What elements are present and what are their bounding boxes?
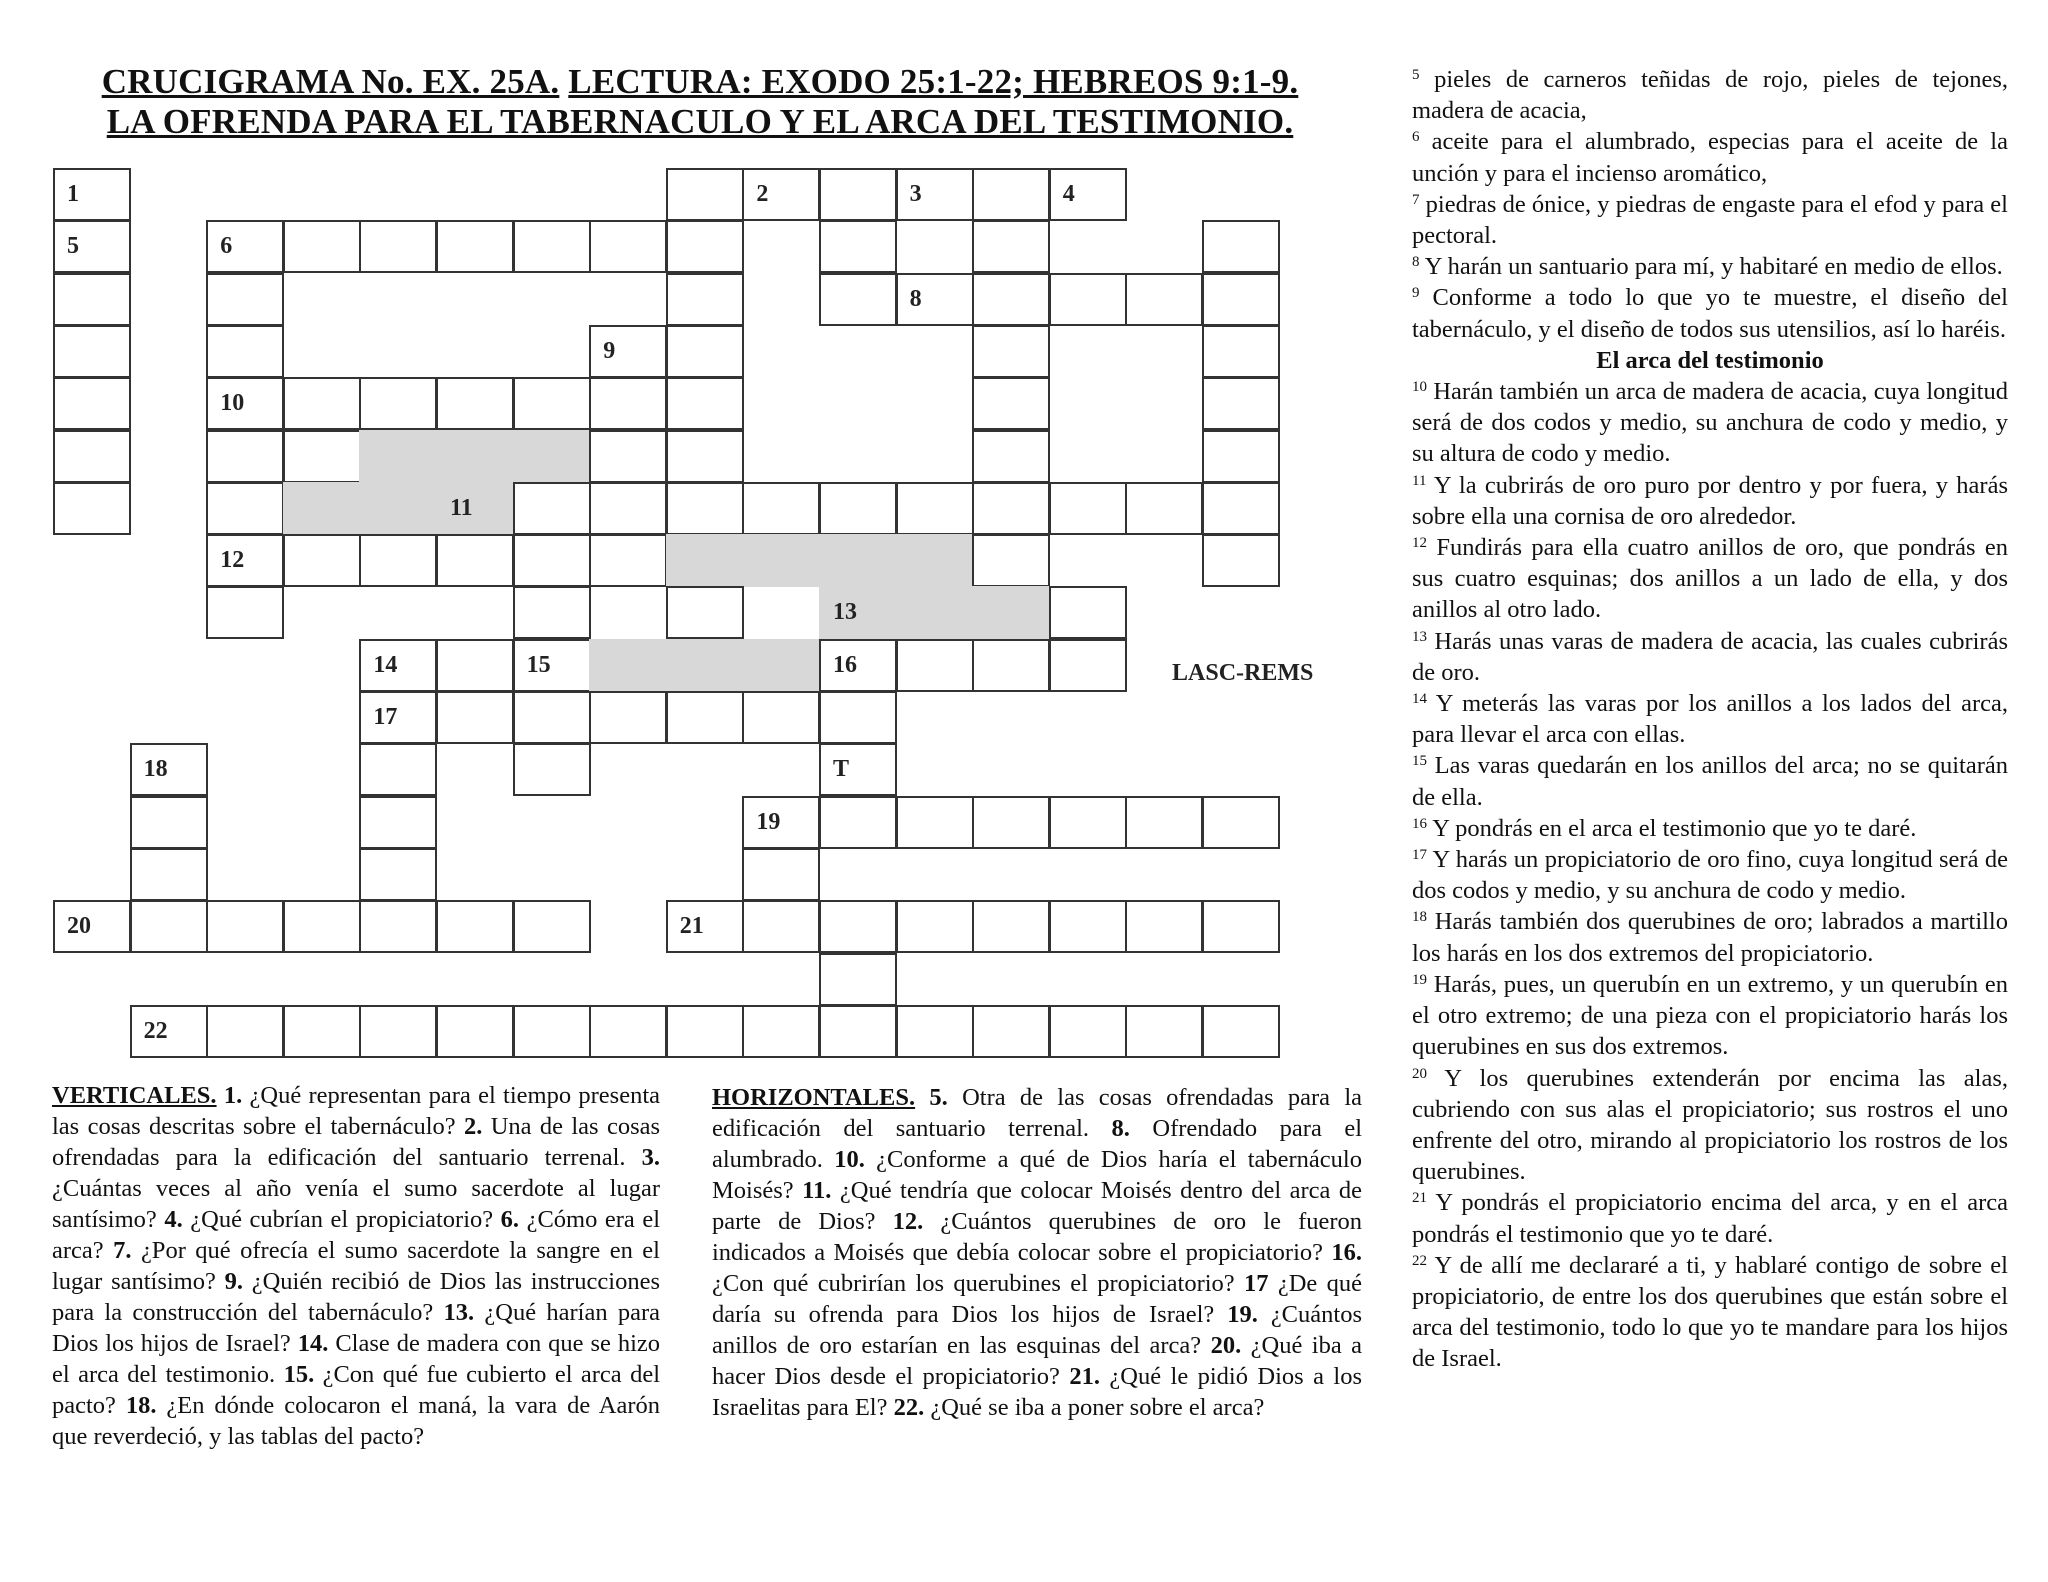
- grid-cell[interactable]: [53, 377, 131, 430]
- grid-cell[interactable]: [896, 639, 974, 692]
- grid-cell[interactable]: [513, 220, 591, 273]
- grid-cell[interactable]: [436, 377, 514, 430]
- clue-number: 20: [67, 913, 91, 940]
- verse-text: aceite para el alumbrado, especias para el aceite de la unción y para el incienso aromático,: [1412, 128, 2008, 187]
- clue-text: Ofrendado para el alumbrado.: [712, 1115, 1363, 1173]
- grid-cell[interactable]: [819, 953, 897, 1006]
- clue-text: ¿Cuántos anillos de oro estarían en las esquinas del arca?: [712, 1301, 1362, 1359]
- grid-cell[interactable]: [436, 220, 514, 273]
- grid-cell[interactable]: [972, 430, 1050, 483]
- verse: [1412, 626, 2008, 688]
- clue-text: ¿Qué le pidió Dios a los Israelitas para El?: [712, 1363, 1363, 1421]
- bible-reading: [1412, 64, 2008, 1375]
- clue-text: ¿De qué daría su ofrenda para Dios los hijos de Israel?: [712, 1270, 1362, 1328]
- verse-text: Harás, pues, un querubín en un extremo, y un querubín en el otro extremo; de una pieza con el propiciatorio harás los querubines en sus dos extremos.: [1412, 970, 2008, 1061]
- verse-text: Y pondrás el propiciatorio encima del arca, y en el arca pondrás el testimonio que yo te daré.: [1412, 1189, 2008, 1248]
- grid-cell[interactable]: [1125, 900, 1203, 953]
- grid-cell[interactable]: [896, 273, 974, 326]
- grid-cell[interactable]: [53, 273, 131, 326]
- verse: [1412, 251, 2008, 282]
- clue-number: 7.: [113, 1237, 132, 1264]
- verse-number: 14: [1412, 691, 1427, 708]
- grid-cell[interactable]: [819, 796, 897, 849]
- verse: [1412, 282, 2008, 344]
- verse: [1412, 688, 2008, 750]
- clue-number: 21: [679, 913, 704, 940]
- grid-cell[interactable]: [359, 796, 437, 849]
- clue-number: 4.: [164, 1206, 183, 1233]
- clue-text: ¿Qué iba a hacer Dios desde el propiciatorio?: [712, 1332, 1363, 1390]
- verse-text: Y meterás las varas por los anillos a los lados del arca, para llevar el arca con ellas.: [1412, 690, 2008, 749]
- grid-cell[interactable]: [53, 168, 131, 221]
- grid-cell[interactable]: [359, 743, 437, 796]
- shaded-cell: [436, 482, 514, 535]
- shaded-cell: [972, 586, 1050, 639]
- shaded-cell: [819, 534, 897, 587]
- clue-number: 3.: [641, 1144, 661, 1171]
- verse-number: 21: [1412, 1190, 1427, 1207]
- clue-number: 12: [220, 547, 245, 574]
- grid-cell[interactable]: [742, 900, 820, 953]
- grid-cell[interactable]: [359, 377, 437, 430]
- clue-number: 8: [909, 285, 922, 312]
- verse-text: Y pondrás en el arca el testimonio que yo te daré.: [1427, 814, 1917, 842]
- grid-cell[interactable]: [513, 900, 591, 953]
- verse-text: Harás unas varas de madera de acacia, las cuales cubrirás de oro.: [1412, 627, 2008, 686]
- clue-number: 22: [143, 1017, 168, 1044]
- shaded-cell: [589, 639, 667, 692]
- grid-cell[interactable]: [1202, 534, 1280, 587]
- grid-cell[interactable]: [896, 900, 974, 953]
- grid-cell[interactable]: [206, 586, 284, 639]
- grid-cell[interactable]: [513, 743, 591, 796]
- grid-cell[interactable]: [896, 168, 974, 221]
- shaded-cell: [666, 639, 744, 692]
- shaded-cell: [359, 482, 437, 535]
- clue-number: 8.: [1111, 1115, 1130, 1142]
- grid-cell[interactable]: [742, 796, 820, 849]
- verse-number: 11: [1412, 472, 1427, 489]
- grid-cell[interactable]: [513, 377, 591, 430]
- clue-text: Clase de madera con que se hizo el arca del testimonio.: [52, 1330, 661, 1388]
- grid-cell[interactable]: [742, 168, 820, 221]
- grid-cell[interactable]: [359, 534, 437, 587]
- clue-number: 9.: [224, 1268, 243, 1295]
- grid-cell[interactable]: [666, 325, 744, 378]
- verse: [1412, 906, 2008, 968]
- verse-number: 19: [1412, 971, 1427, 988]
- grid-cell[interactable]: [130, 900, 208, 953]
- verse: [1412, 1187, 2008, 1249]
- verse-number: 18: [1412, 909, 1427, 926]
- grid-cell[interactable]: [1202, 325, 1280, 378]
- clue-number: 6.: [500, 1206, 520, 1233]
- grid-cell[interactable]: [972, 377, 1050, 430]
- grid-cell[interactable]: [1125, 1005, 1203, 1058]
- grid-cell[interactable]: [666, 168, 744, 221]
- grid-cell[interactable]: [436, 900, 514, 953]
- grid-cell[interactable]: [1049, 273, 1127, 326]
- grid-cell[interactable]: [206, 430, 284, 483]
- grid-cell[interactable]: [1125, 273, 1203, 326]
- grid-cell[interactable]: [972, 639, 1050, 692]
- verse-text: Y la cubrirás de oro puro por dentro y por fuera, y harás sobre ella una cornisa de oro alrededor.: [1412, 471, 2008, 530]
- grid-cell[interactable]: [1202, 796, 1280, 849]
- grid-cell[interactable]: [666, 1005, 744, 1058]
- verse-number: 15: [1412, 753, 1427, 770]
- vertical-clues: [52, 1080, 660, 1452]
- clue-number: T: [833, 756, 850, 783]
- grid-cell[interactable]: [666, 220, 744, 273]
- grid-cell[interactable]: [283, 220, 361, 273]
- clue-number: 1.: [223, 1082, 243, 1109]
- clue-number: 13.: [443, 1299, 475, 1326]
- grid-cell[interactable]: [1125, 796, 1203, 849]
- verse: [1412, 844, 2008, 906]
- grid-cell[interactable]: [972, 220, 1050, 273]
- grid-cell[interactable]: [130, 848, 208, 901]
- grid-cell[interactable]: [589, 377, 667, 430]
- verse-number: 9: [1412, 285, 1420, 302]
- clue-text: ¿Conforme a qué de Dios haría el tabernáculo Moisés?: [712, 1146, 1362, 1204]
- clues-heading: VERTICALES.: [52, 1082, 217, 1109]
- verse-text: Harán también un arca de madera de acacia, cuya longitud será de dos codos y medio, su anchura de codo y medio, y su altura de codo y medio.: [1412, 378, 2008, 468]
- grid-cell[interactable]: [206, 220, 284, 273]
- grid-cell[interactable]: [1125, 482, 1203, 535]
- clue-number: 2.: [464, 1113, 483, 1140]
- grid-cell[interactable]: [513, 639, 591, 692]
- grid-cell[interactable]: [359, 900, 437, 953]
- shaded-cell: [513, 430, 591, 483]
- grid-cell[interactable]: [1049, 900, 1127, 953]
- verse: [1412, 532, 2008, 626]
- grid-cell[interactable]: [283, 377, 361, 430]
- clue-text: ¿Quién recibió de Dios las instrucciones para la construcción del tabernáculo?: [52, 1268, 661, 1326]
- grid-cell[interactable]: [1049, 796, 1127, 849]
- clue-number: 11.: [802, 1177, 832, 1204]
- title-crossword-number: CRUCIGRAMA No. EX. 25A.: [101, 62, 560, 101]
- verse-text: pieles de carneros teñidas de rojo, pieles de tejones, madera de acacia,: [1412, 66, 2008, 125]
- clue-text: ¿Qué representan para el tiempo presenta las cosas descritas sobre el tabernáculo?: [52, 1082, 660, 1140]
- grid-cell[interactable]: [589, 1005, 667, 1058]
- grid-cell[interactable]: [819, 273, 897, 326]
- verse: [1412, 1063, 2008, 1188]
- horizontal-clues: [712, 1082, 1362, 1423]
- clue-text: ¿Por qué ofrecía el sumo sacerdote la sangre en el lugar santísimo?: [52, 1237, 660, 1295]
- grid-cell[interactable]: [513, 1005, 591, 1058]
- grid-cell[interactable]: [972, 534, 1050, 587]
- grid-cell[interactable]: [206, 534, 284, 587]
- verse: [1412, 64, 2008, 126]
- verse-text: Las varas quedarán en los anillos del arca; no se quitarán de ella.: [1412, 752, 2008, 811]
- shaded-cell: [666, 534, 744, 587]
- verse-text: Fundirás para ella cuatro anillos de oro, que pondrás en sus cuatro esquinas; dos anillos a un lado de ella, y dos anillos al otro lado.: [1412, 534, 2008, 624]
- shaded-cell: [819, 586, 897, 639]
- verse-text: Y los querubines extenderán por encima las alas, cubriendo con sus alas el propiciatorio; sus rostros el uno enfrente del otro, mirando al propiciatorio los rostros de los querubines.: [1412, 1064, 2008, 1186]
- grid-cell[interactable]: [972, 1005, 1050, 1058]
- grid-cell[interactable]: [513, 482, 591, 535]
- verse: [1412, 376, 2008, 470]
- clue-text: Una de las cosas ofrendadas para la edificación del santuario terrenal.: [52, 1113, 661, 1171]
- shaded-cell: [896, 534, 974, 587]
- clue-text: ¿Cuántas veces al año venía el sumo sacerdote al lugar santísimo?: [52, 1175, 660, 1233]
- shaded-cell: [283, 482, 361, 535]
- title-reading: LECTURA: EXODO 25:1-22; HEBREOS 9:1-9.: [568, 62, 1299, 101]
- grid-cell[interactable]: [1049, 639, 1127, 692]
- grid-cell[interactable]: [513, 691, 591, 744]
- verse-text: Y harás un propiciatorio de oro fino, cuya longitud será de dos codos y medio, y su anchura de codo y medio.: [1412, 846, 2008, 905]
- verse-number: 16: [1412, 815, 1427, 832]
- clue-text: ¿Cuántos querubines de oro le fueron indicados a Moisés que debía colocar sobre el propiciatorio?: [712, 1208, 1363, 1266]
- verse: [1412, 189, 2008, 251]
- grid-cell[interactable]: [513, 534, 591, 587]
- clue-number: 6: [220, 233, 233, 260]
- grid-cell[interactable]: [206, 482, 284, 535]
- clue-number: 5: [67, 233, 79, 260]
- grid-cell[interactable]: [1049, 1005, 1127, 1058]
- grid-cell[interactable]: [819, 691, 897, 744]
- verse-text: piedras de ónice, y piedras de engaste para el efod y para el pectoral.: [1412, 190, 2008, 250]
- clue-number: 20.: [1210, 1332, 1242, 1359]
- grid-cell[interactable]: [1202, 430, 1280, 483]
- grid-cell[interactable]: [206, 900, 284, 953]
- grid-cell[interactable]: [742, 482, 820, 535]
- crossword-grid: [0, 0, 1360, 1060]
- grid-cell[interactable]: [1202, 273, 1280, 326]
- clue-number: 15: [526, 651, 551, 678]
- clue-number: 4: [1062, 181, 1075, 207]
- verse-text: Harás también dos querubines de oro; labrados a martillo los harás en los dos extremos del propiciatorio.: [1412, 908, 2008, 967]
- clue-number: 21.: [1069, 1363, 1100, 1390]
- grid-cell[interactable]: [436, 534, 514, 587]
- grid-cell[interactable]: [1202, 377, 1280, 430]
- grid-cell[interactable]: [896, 1005, 974, 1058]
- clue-text: ¿Qué harían para Dios los hijos de Israel?: [52, 1299, 661, 1357]
- clue-text: Otra de las cosas ofrendadas para la edificación del santuario terrenal.: [712, 1084, 1363, 1142]
- shaded-cell: [742, 534, 820, 587]
- grid-cell[interactable]: [666, 900, 744, 953]
- verse-text: Y harán un santuario para mí, y habitaré en medio de ellos.: [1419, 253, 2003, 281]
- grid-cell[interactable]: [130, 743, 208, 796]
- grid-cell[interactable]: [896, 482, 974, 535]
- grid-cell[interactable]: [972, 900, 1050, 953]
- verse-number: 22: [1412, 1252, 1427, 1269]
- grid-cell[interactable]: [436, 691, 514, 744]
- grid-cell[interactable]: [359, 1005, 437, 1058]
- grid-cell[interactable]: [896, 796, 974, 849]
- verse-number: 8: [1412, 254, 1420, 271]
- clue-number: 22.: [893, 1394, 925, 1421]
- grid-cell[interactable]: [436, 1005, 514, 1058]
- clue-number: 14.: [297, 1330, 329, 1357]
- section-subtitle: El arca del testimonio: [1596, 346, 1824, 374]
- grid-cell[interactable]: [819, 1005, 897, 1058]
- watermark: LASC-REMS: [1172, 660, 1314, 686]
- grid-cell[interactable]: [206, 325, 284, 378]
- verse-number: 12: [1412, 535, 1427, 552]
- clue-number: 18: [143, 756, 168, 783]
- clue-number: 5.: [929, 1084, 948, 1111]
- verse-number: 5: [1412, 67, 1420, 83]
- verse-number: 10: [1412, 379, 1427, 396]
- clue-number: 3: [909, 181, 922, 207]
- grid-cell[interactable]: [283, 900, 361, 953]
- grid-cell[interactable]: [359, 639, 437, 692]
- shaded-cell: [359, 430, 437, 483]
- grid-cell[interactable]: [666, 430, 744, 483]
- grid-cell[interactable]: [742, 1005, 820, 1058]
- clues-heading: HORIZONTALES.: [712, 1084, 916, 1111]
- grid-cell[interactable]: [589, 220, 667, 273]
- shaded-cell: [436, 430, 514, 483]
- grid-cell[interactable]: [972, 168, 1050, 221]
- clue-number: 16.: [1331, 1239, 1363, 1266]
- grid-cell[interactable]: [206, 1005, 284, 1058]
- shaded-cell: [742, 639, 820, 692]
- grid-cell[interactable]: [283, 430, 361, 483]
- clue-number: 15.: [283, 1361, 315, 1388]
- verse: [1412, 1250, 2008, 1375]
- grid-cell[interactable]: [1202, 1005, 1280, 1058]
- clue-number: 16: [833, 651, 857, 678]
- grid-cell[interactable]: [130, 1005, 208, 1058]
- grid-cell[interactable]: [819, 900, 897, 953]
- clue-number: 17: [373, 704, 398, 730]
- grid-cell[interactable]: [589, 430, 667, 483]
- clue-number: 12.: [892, 1208, 924, 1235]
- clue-number: 19: [756, 808, 781, 835]
- verse: [1412, 813, 2008, 844]
- clue-text: ¿En dónde colocaron el maná, la vara de Aarón que reverdeció, y las tablas del pacto?: [52, 1392, 660, 1450]
- clue-number: 11: [450, 494, 473, 521]
- grid-cell[interactable]: [1049, 482, 1127, 535]
- grid-cell[interactable]: [819, 482, 897, 535]
- grid-cell[interactable]: [53, 900, 131, 953]
- grid-cell[interactable]: [1202, 220, 1280, 273]
- grid-cell[interactable]: [666, 482, 744, 535]
- verse: [1412, 126, 2008, 188]
- clue-number: 14: [373, 651, 398, 678]
- clue-text: ¿Con qué cubrirían los querubines el propiciatorio?: [712, 1270, 1235, 1297]
- grid-cell[interactable]: [972, 796, 1050, 849]
- grid-cell[interactable]: [53, 220, 131, 273]
- grid-cell[interactable]: [972, 325, 1050, 378]
- verse: [1412, 750, 2008, 812]
- grid-cell[interactable]: [589, 482, 667, 535]
- grid-cell[interactable]: [53, 430, 131, 483]
- grid-cell[interactable]: [666, 586, 744, 639]
- clue-text: ¿Cómo era el arca?: [52, 1206, 661, 1264]
- grid-cell[interactable]: [283, 1005, 361, 1058]
- grid-cell[interactable]: [359, 220, 437, 273]
- clue-number: 2: [756, 181, 769, 207]
- verse-number: 7: [1412, 191, 1420, 208]
- clue-number: 13: [833, 599, 857, 626]
- verse: [1412, 969, 2008, 1063]
- grid-cell[interactable]: [589, 325, 667, 378]
- clue-text: ¿Qué cubrían el propiciatorio?: [190, 1206, 494, 1233]
- grid-cell[interactable]: [1049, 168, 1127, 221]
- clue-number: 9: [603, 337, 616, 364]
- grid-cell[interactable]: [666, 273, 744, 326]
- grid-cell[interactable]: [589, 534, 667, 587]
- grid-cell[interactable]: [1202, 900, 1280, 953]
- grid-cell[interactable]: [283, 534, 361, 587]
- grid-cell[interactable]: [206, 273, 284, 326]
- clue-text: ¿Con qué fue cubierto el arca del pacto?: [52, 1361, 661, 1419]
- grid-cell[interactable]: [666, 691, 744, 744]
- grid-cell[interactable]: [819, 743, 897, 796]
- grid-cell[interactable]: [666, 377, 744, 430]
- grid-cell[interactable]: [130, 796, 208, 849]
- grid-cell[interactable]: [53, 325, 131, 378]
- shaded-cell: [896, 586, 974, 639]
- verse-number: 6: [1412, 129, 1420, 146]
- grid-cell[interactable]: [359, 848, 437, 901]
- clue-number: 10.: [834, 1146, 865, 1173]
- title-line-2: LA OFRENDA PARA EL TABERNACULO Y EL ARCA DEL TESTIMONIO.: [106, 102, 1294, 141]
- verse-text: Conforme a todo lo que yo te muestre, el diseño del tabernáculo, y el diseño de todos sus utensilios, así lo haréis.: [1412, 284, 2008, 343]
- verse-text: Y de allí me declararé a ti, y hablaré contigo de sobre el propiciatorio, de entre los dos querubines que están sobre el arca del testimonio, todo lo que yo te mandare para los hijos de Israel.: [1412, 1251, 2008, 1373]
- verse-number: 17: [1412, 847, 1427, 864]
- clue-text: ¿Qué tendría que colocar Moisés dentro del arca de parte de Dios?: [712, 1177, 1363, 1235]
- clue-number: 1: [67, 181, 79, 207]
- grid-cell[interactable]: [972, 482, 1050, 535]
- clue-number: 19.: [1227, 1301, 1258, 1328]
- grid-cell[interactable]: [819, 168, 897, 221]
- grid-cell[interactable]: [1202, 482, 1280, 535]
- grid-cell[interactable]: [589, 691, 667, 744]
- grid-cell[interactable]: [359, 691, 437, 744]
- clue-number: 10: [220, 390, 245, 417]
- clue-text: ¿Qué se iba a poner sobre el arca?: [930, 1394, 1265, 1421]
- grid-cell[interactable]: [972, 273, 1050, 326]
- grid-cell[interactable]: [742, 848, 820, 901]
- grid-cell[interactable]: [206, 377, 284, 430]
- grid-cell[interactable]: [513, 586, 591, 639]
- grid-cell[interactable]: [1049, 586, 1127, 639]
- verse-number: 13: [1412, 628, 1427, 645]
- grid-cell[interactable]: [819, 220, 897, 273]
- grid-cell[interactable]: [53, 482, 131, 535]
- grid-cell[interactable]: [742, 691, 820, 744]
- grid-cell[interactable]: [819, 639, 897, 692]
- clue-number: 17: [1244, 1270, 1269, 1297]
- clue-number: 18.: [125, 1392, 157, 1419]
- grid-cell[interactable]: [436, 639, 514, 692]
- verse-number: 20: [1412, 1065, 1427, 1082]
- verse: [1412, 470, 2008, 532]
